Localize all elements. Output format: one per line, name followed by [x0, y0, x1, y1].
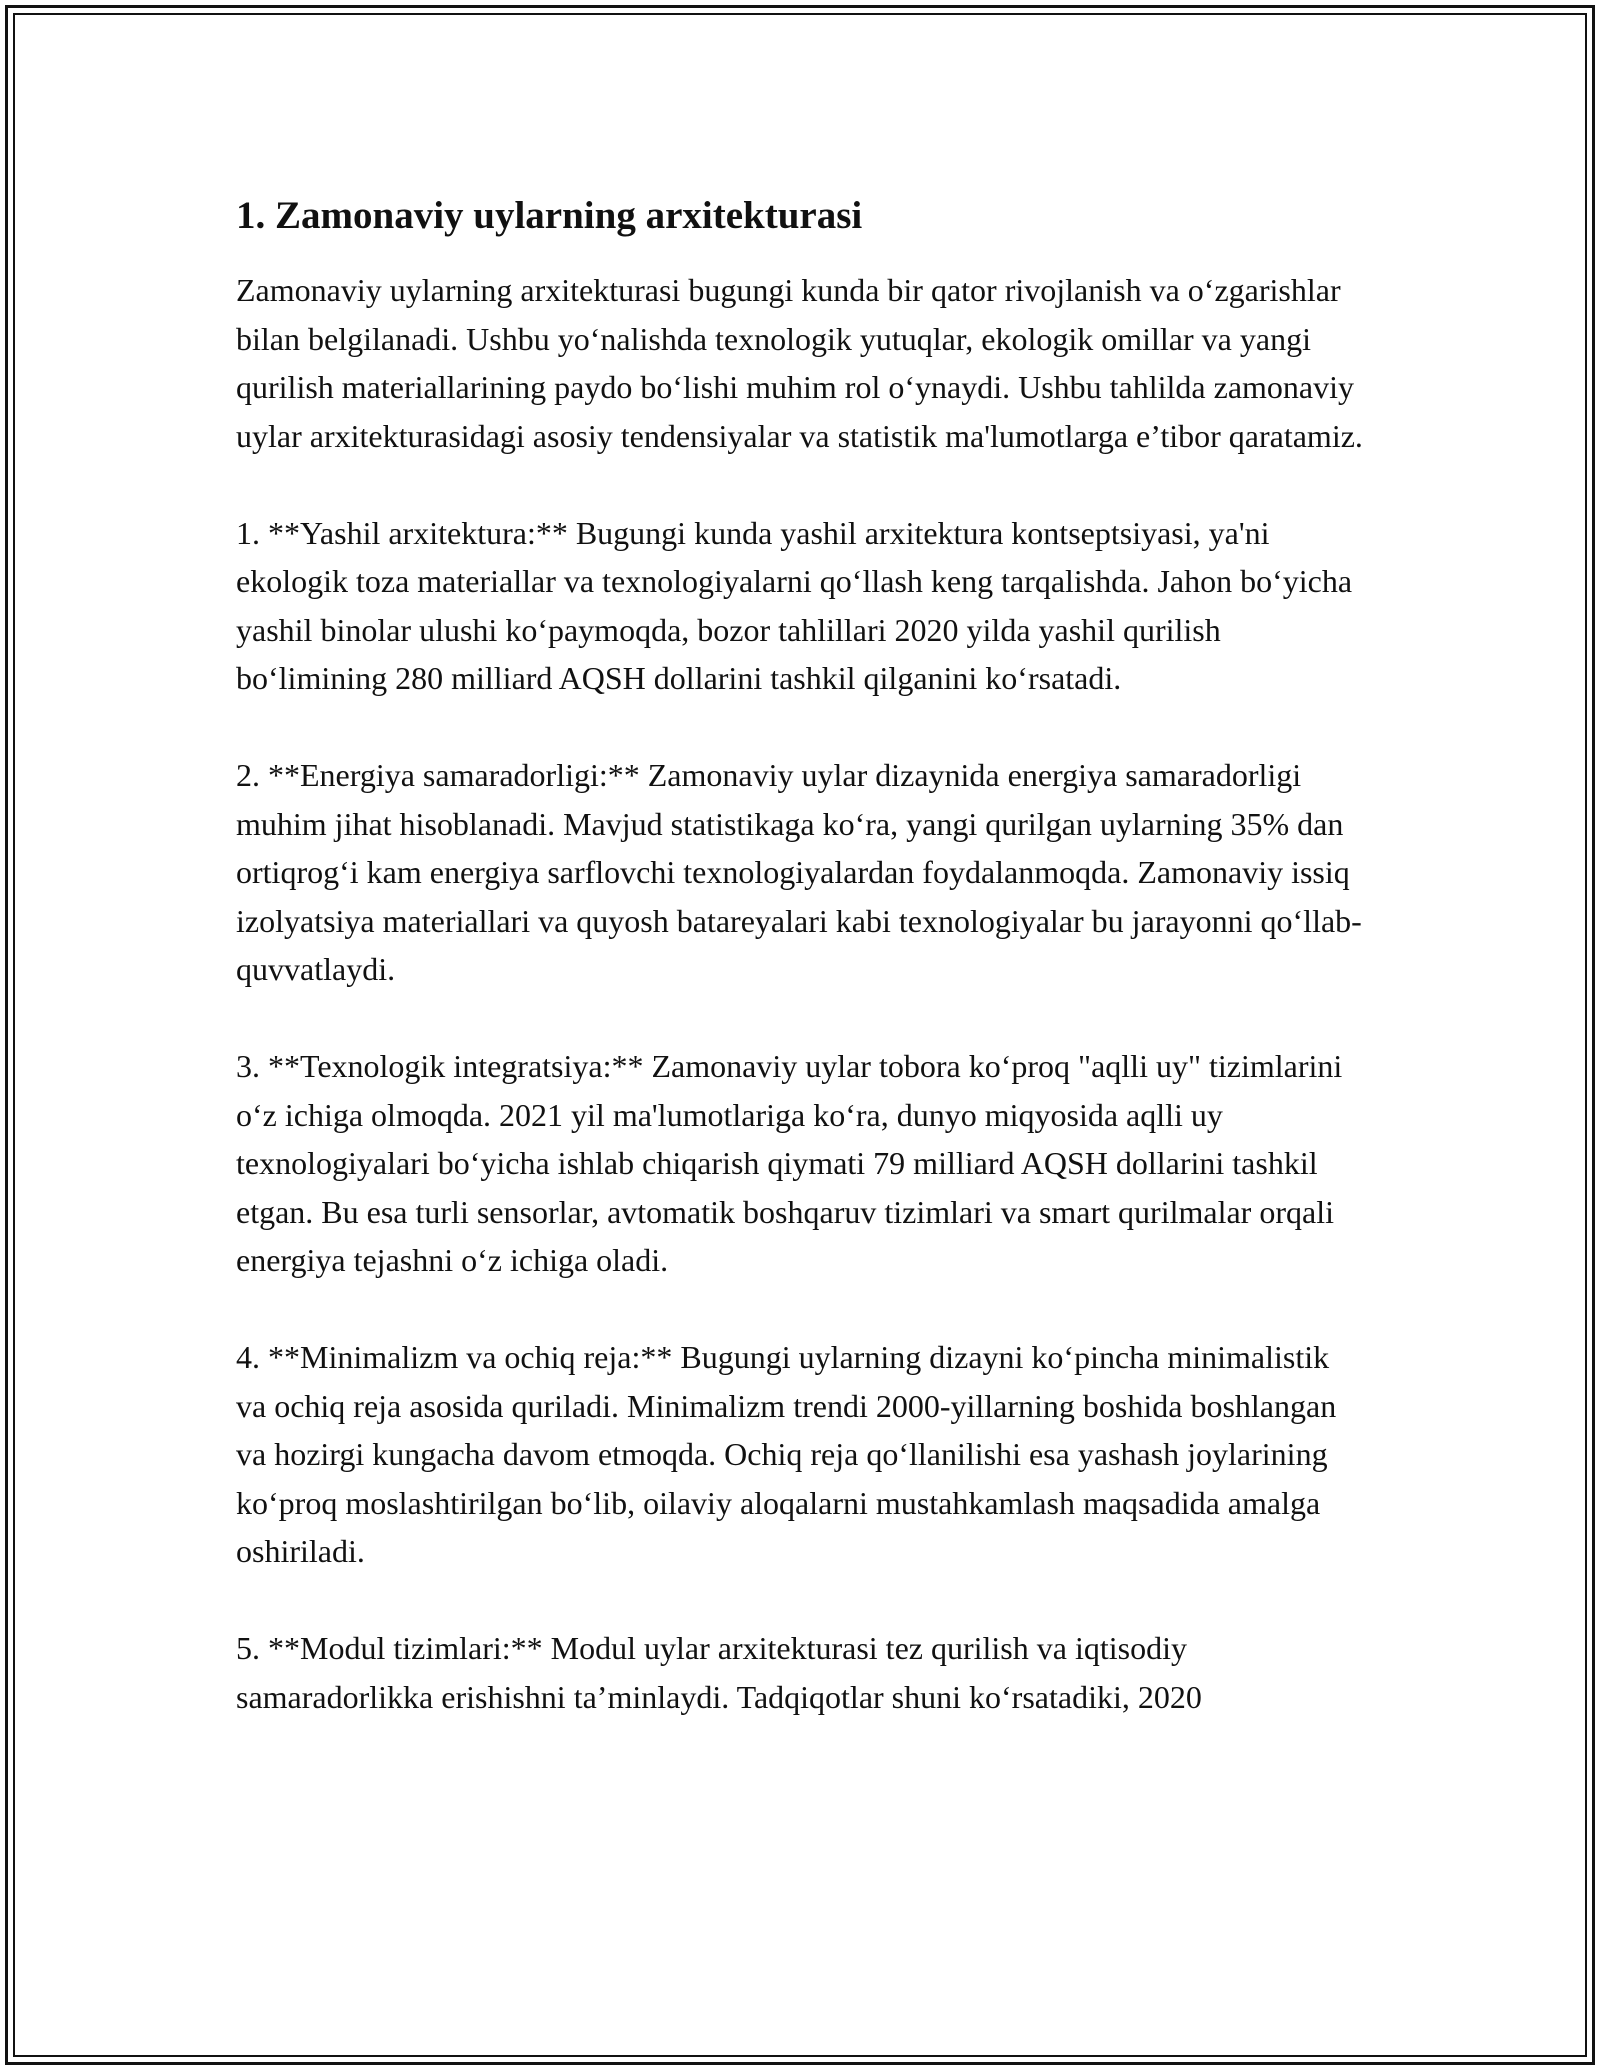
paragraph-modular-systems: 5. **Modul tizimlari:** Modul uylar arxitekturasi tez qurilish va iqtisodiy samaradorlikka erishishni ta’minlaydi. Tadqiqotlar shuni ko‘rsatadiki, 2020	[236, 1630, 1202, 1715]
paragraph-tech-integration: 3. **Texnologik integratsiya:** Zamonaviy uylar tobora ko‘proq "aqlli uy" tizimlarini o‘z ichiga olmoqda. 2021 yil ma'lumotlariga ko‘ra, dunyo miqyosida aqlli uy texnologiyalari bo‘yicha ishlab chiqarish qiymati 79 milliard AQSH dollarini tashkil etgan. Bu esa turli sensorlar, avtomatik boshqaruv tizimlari va smart qurilmalar orqali energiya tejashni o‘z ichiga oladi.	[236, 1048, 1343, 1278]
paragraph-green-architecture: 1. **Yashil arxitektura:** Bugungi kunda yashil arxitektura kontseptsiyasi, ya'ni ekologik toza materiallar va texnologiyalarni qo‘llash keng tarqalishda. Jahon bo‘yicha yashil binolar ulushi ko‘paymoqda, bozor tahlillari 2020 yilda yashil qurilish bo‘limining 280 milliard AQSH dollarini tashkil qilganini ko‘rsatadi.	[236, 514, 1353, 696]
section-heading: 1. Zamonaviy uylarning arxitekturasi	[236, 194, 863, 237]
paragraph-minimalism: 4. **Minimalizm va ochiq reja:** Bugungi uylarning dizayni ko‘pincha minimalistik va ochiq reja asosida quriladi. Minimalizm trendi 2000-yillarning boshida boshlangan va hozirgi kungacha davom etmoqda. Ochiq reja qo‘llanilishi esa yashash joylarining ko‘proq moslashtirilgan bo‘lib, oilaviy aloqalarni mustahkamlash maqsadida amalga oshiriladi.	[236, 1339, 1337, 1569]
intro-paragraph: Zamonaviy uylarning arxitekturasi bugungi kunda bir qator rivojlanish va o‘zgarishlar bilan belgilanadi. Ushbu yo‘nalishda texnologik yutuqlar, ekologik omillar va yangi qurilish materiallarining paydo bo‘lishi muhim rol o‘ynaydi. Ushbu tahlilda zamonaviy uylar arxitekturasidagi asosiy tendensiyalar va statistik ma'lumotlarga e’tibor qaratamiz.	[236, 272, 1363, 454]
paragraph-energy-efficiency: 2. **Energiya samaradorligi:** Zamonaviy uylar dizaynida energiya samaradorligi muhim jihat hisoblanadi. Mavjud statistikaga ko‘ra, yangi qurilgan uylarning 35% dan ortiqrog‘i kam energiya sarflovchi texnologiyalardan foydalanmoqda. Zamonaviy issiq izolyatsiya materiallari va quyosh batareyalari kabi texnologiyalar bu jarayonni qo‘llab-quvvatlaydi.	[236, 757, 1362, 987]
document-body	[236, 186, 1366, 1770]
